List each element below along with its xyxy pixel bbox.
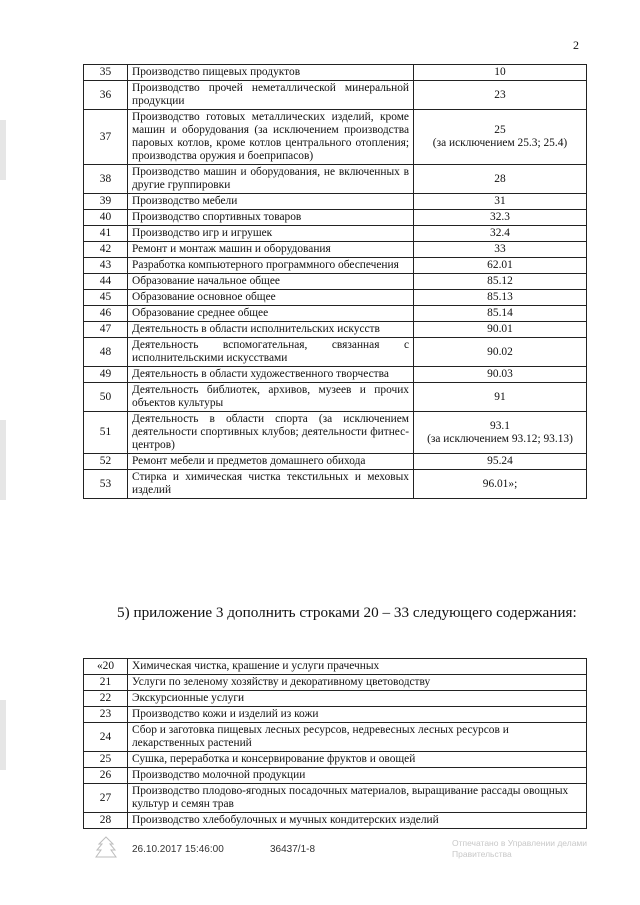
cell-num: 47 <box>84 322 128 338</box>
cell-code: 23 <box>414 81 587 110</box>
table-row <box>84 752 587 768</box>
table-row <box>84 322 587 338</box>
cell-num: 50 <box>84 383 128 412</box>
table-row <box>84 659 587 675</box>
cell-code: 90.03 <box>414 367 587 383</box>
cell-name: Сбор и заготовка пищевых лесных ресурсов, недревесных лесных ресурсов и лекарственных растений <box>128 723 587 752</box>
table-row <box>84 65 587 81</box>
cell-name: Производство молочной продукции <box>128 768 587 784</box>
cell-name: Образование среднее общее <box>128 306 414 322</box>
cell-name: Деятельность в области исполнительских искусств <box>128 322 414 338</box>
amendment-text: 5) приложение 3 дополнить строками 20 – 33 следующего содержания: <box>117 604 577 621</box>
table-row <box>84 454 587 470</box>
cell-code: 85.12 <box>414 274 587 290</box>
cell-name: Экскурсионные услуги <box>128 691 587 707</box>
table-row <box>84 367 587 383</box>
cell-num: 49 <box>84 367 128 383</box>
cell-num: 36 <box>84 81 128 110</box>
table-row <box>84 383 587 412</box>
table-row <box>84 338 587 367</box>
table-row <box>84 412 587 454</box>
cell-code: 32.4 <box>414 226 587 242</box>
table-row <box>84 210 587 226</box>
cell-name: Образование начальное общее <box>128 274 414 290</box>
cell-code: 10 <box>414 65 587 81</box>
cell-num: 44 <box>84 274 128 290</box>
table-row <box>84 81 587 110</box>
cell-name: Производство прочей неметаллической минеральной продукции <box>128 81 414 110</box>
cell-code: 95.24 <box>414 454 587 470</box>
appendix-3-table <box>83 658 587 829</box>
cell-name: Деятельность вспомогательная, связанная с исполнительскими искусствами <box>128 338 414 367</box>
cell-num: 41 <box>84 226 128 242</box>
activity-codes-table <box>83 64 587 499</box>
cell-name: Производство мебели <box>128 194 414 210</box>
table-row <box>84 813 587 829</box>
cell-code: 85.13 <box>414 290 587 306</box>
cell-name: Производство плодово-ягодных посадочных материалов, выращивание рассады овощных культур и семян трав <box>128 784 587 813</box>
emblem-icon <box>93 835 119 861</box>
printing-stamp: Отпечатано в Управлении делами Правительства <box>452 838 588 859</box>
table-row <box>84 707 587 723</box>
table-row <box>84 258 587 274</box>
cell-name: Производство готовых металлических изделий, кроме машин и оборудования (за исключением производства паровых котлов, кроме котлов центрального отопления; производства оружия и боеприпасов) <box>128 110 414 165</box>
cell-code: 96.01»; <box>414 470 587 499</box>
page-number: 2 <box>573 38 579 52</box>
cell-num: 40 <box>84 210 128 226</box>
cell-num: 35 <box>84 65 128 81</box>
cell-num: 52 <box>84 454 128 470</box>
cell-name: Ремонт и монтаж машин и оборудования <box>128 242 414 258</box>
cell-name: Сушка, переработка и консервирование фруктов и овощей <box>128 752 587 768</box>
cell-name: Образование основное общее <box>128 290 414 306</box>
table-row <box>84 675 587 691</box>
footer-doc-number: 36437/1-8 <box>270 844 316 855</box>
table-row <box>84 723 587 752</box>
cell-code: 85.14 <box>414 306 587 322</box>
table-row <box>84 290 587 306</box>
cell-num: «20 <box>84 659 128 675</box>
cell-code: 32.3 <box>414 210 587 226</box>
amendment-paragraph <box>83 603 587 623</box>
cell-num: 22 <box>84 691 128 707</box>
cell-name: Производство кожи и изделий из кожи <box>128 707 587 723</box>
cell-num: 39 <box>84 194 128 210</box>
scan-edge-mark <box>0 420 6 500</box>
cell-num: 48 <box>84 338 128 367</box>
cell-code: 90.01 <box>414 322 587 338</box>
cell-code: 93.1 (за исключением 93.12; 93.13) <box>414 412 587 454</box>
cell-num: 42 <box>84 242 128 258</box>
table-row <box>84 691 587 707</box>
cell-num: 46 <box>84 306 128 322</box>
cell-num: 26 <box>84 768 128 784</box>
cell-num: 51 <box>84 412 128 454</box>
cell-num: 45 <box>84 290 128 306</box>
cell-name: Производство пищевых продуктов <box>128 65 414 81</box>
table-row <box>84 470 587 499</box>
cell-name: Деятельность в области художественного творчества <box>128 367 414 383</box>
cell-name: Услуги по зеленому хозяйству и декоративному цветоводству <box>128 675 587 691</box>
cell-name: Ремонт мебели и предметов домашнего обихода <box>128 454 414 470</box>
cell-name: Стирка и химическая чистка текстильных и меховых изделий <box>128 470 414 499</box>
cell-code: 62.01 <box>414 258 587 274</box>
cell-name: Деятельность библиотек, архивов, музеев и прочих объектов культуры <box>128 383 414 412</box>
cell-num: 53 <box>84 470 128 499</box>
cell-num: 24 <box>84 723 128 752</box>
scan-edge-mark <box>0 120 6 180</box>
cell-code: 28 <box>414 165 587 194</box>
cell-num: 38 <box>84 165 128 194</box>
cell-num: 25 <box>84 752 128 768</box>
table-row <box>84 784 587 813</box>
table-row <box>84 165 587 194</box>
cell-name: Производство хлебобулочных и мучных кондитерских изделий <box>128 813 587 829</box>
cell-name: Разработка компьютерного программного обеспечения <box>128 258 414 274</box>
cell-name: Деятельность в области спорта (за исключением деятельности спортивных клубов; деятельности фитнес-центров) <box>128 412 414 454</box>
scan-edge-mark <box>0 700 6 770</box>
table-row <box>84 306 587 322</box>
cell-code: 31 <box>414 194 587 210</box>
cell-num: 28 <box>84 813 128 829</box>
table-row <box>84 768 587 784</box>
table-row <box>84 226 587 242</box>
table-row <box>84 274 587 290</box>
cell-code: 91 <box>414 383 587 412</box>
cell-code: 25 (за исключением 25.3; 25.4) <box>414 110 587 165</box>
cell-name: Химическая чистка, крашение и услуги прачечных <box>128 659 587 675</box>
table-row <box>84 110 587 165</box>
cell-num: 27 <box>84 784 128 813</box>
cell-name: Производство машин и оборудования, не включенных в другие группировки <box>128 165 414 194</box>
cell-num: 23 <box>84 707 128 723</box>
cell-name: Производство игр и игрушек <box>128 226 414 242</box>
cell-num: 43 <box>84 258 128 274</box>
cell-name: Производство спортивных товаров <box>128 210 414 226</box>
table-row <box>84 194 587 210</box>
cell-code: 90.02 <box>414 338 587 367</box>
table-row <box>84 242 587 258</box>
cell-num: 21 <box>84 675 128 691</box>
footer-timestamp: 26.10.2017 15:46:00 <box>132 844 224 855</box>
cell-code: 33 <box>414 242 587 258</box>
cell-num: 37 <box>84 110 128 165</box>
